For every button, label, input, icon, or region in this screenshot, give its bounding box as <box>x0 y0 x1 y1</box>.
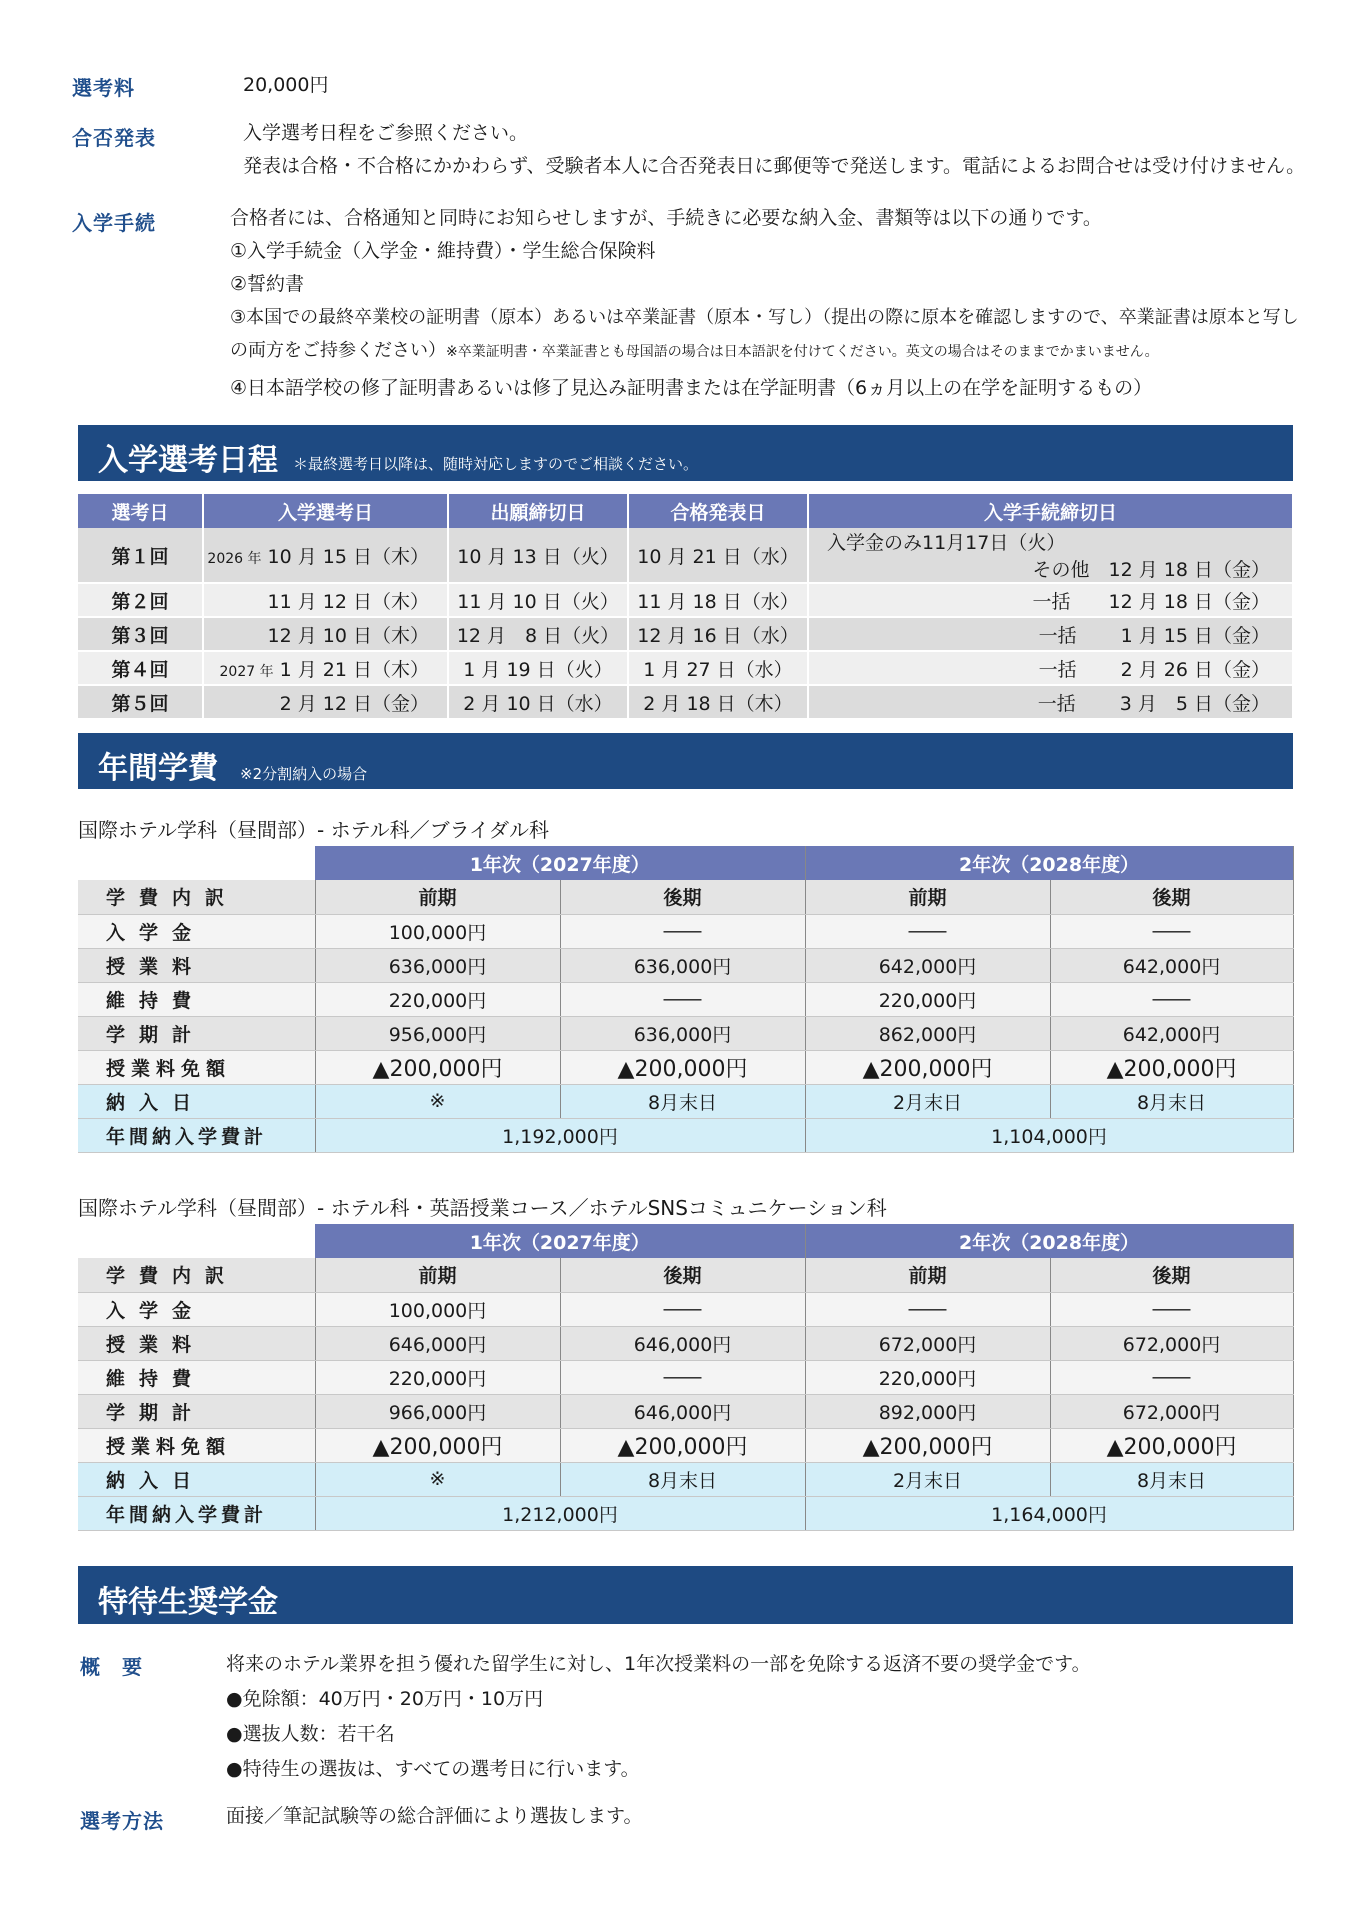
fee-cell: 8月末日 <box>1050 1462 1293 1496</box>
deadline-cell: 11 月 10 日（火） <box>448 583 628 617</box>
result-cell: 11 月 18 日（水） <box>628 583 808 617</box>
fee-table-1 <box>78 846 1294 1153</box>
schedule-band <box>78 425 1293 481</box>
fees-title: 年間学費 <box>98 751 218 786</box>
deadline-cell: 10 月 13 日（火） <box>448 528 628 583</box>
proc-note: ※卒業証明書・卒業証書とも母国語の場合は日本語訳を付けてください。英文の場合はそのままでかまいません。 <box>446 344 1159 360</box>
blank-cell <box>78 846 315 880</box>
schedule-header: 選考日 <box>78 494 203 528</box>
schedule-header: 出願締切日 <box>448 494 628 528</box>
fee-cell: ▲200,000円 <box>315 1428 560 1462</box>
fee-cell: 220,000円 <box>805 1360 1050 1394</box>
row-label: 維持費 <box>78 982 315 1016</box>
exam-date: 2 月 12 日（金） <box>279 692 429 715</box>
fee-cell: ―― <box>805 914 1050 948</box>
proc-line-2: ①入学手続金（入学金・維持費）・学生総合保険料 <box>230 240 656 262</box>
fee-cell: 220,000円 <box>315 982 560 1016</box>
fee-cell: ―― <box>1050 982 1293 1016</box>
result-cell: 10 月 21 日（水） <box>628 528 808 583</box>
overview-line-1: 将来のホテル業界を担う優れた留学生に対し、1年次授業料の一部を免除する返済不要の奨学金です。 <box>226 1653 1091 1675</box>
term-cell: 前期 <box>805 1258 1050 1292</box>
deadline-cell: 12 月 8 日（火） <box>448 617 628 651</box>
fee-row <box>78 1050 1293 1084</box>
fee-row <box>78 914 1293 948</box>
proc-cell <box>808 583 1293 617</box>
row-label: 納入日 <box>78 1084 315 1118</box>
row-label: 授業料 <box>78 1326 315 1360</box>
fee-cell: 2月末日 <box>805 1462 1050 1496</box>
fee-cell: ▲200,000円 <box>1050 1050 1293 1084</box>
term-cell: 後期 <box>1050 880 1293 914</box>
proc-line-5 <box>230 338 1159 365</box>
fee-cell: 646,000円 <box>560 1394 805 1428</box>
fee-cell: 100,000円 <box>315 1292 560 1326</box>
fee-cell: ―― <box>805 1292 1050 1326</box>
method-label: 選考方法 <box>80 1809 164 1833</box>
fee-row <box>78 1084 1293 1118</box>
breakdown-label: 学費内訳 <box>78 880 315 914</box>
row-label: 授業料免額 <box>78 1050 315 1084</box>
round-cell: 第３回 <box>78 617 203 651</box>
year-row <box>78 846 1293 880</box>
proc-line-5-text: の両方をご持参ください） <box>230 340 446 361</box>
total-year2: 1,104,000円 <box>805 1118 1293 1152</box>
term-cell: 前期 <box>315 1258 560 1292</box>
fee-cell: ▲200,000円 <box>805 1050 1050 1084</box>
fee-cell: 892,000円 <box>805 1394 1050 1428</box>
result-line-2: 発表は合格・不合格にかかわらず、受験者本人に合否発表日に郵便等で発送します。電話によるお問合せは受け付けません。 <box>243 155 1306 177</box>
blank-cell <box>78 1224 315 1258</box>
proc-line-1: 合格者には、合格通知と同時にお知らせしますが、手続きに必要な納入金、書類等は以下の通りです。 <box>230 207 1102 229</box>
proc-cell <box>808 651 1293 685</box>
fee-row <box>78 1326 1293 1360</box>
total-row <box>78 1118 1293 1152</box>
fee-cell: ▲200,000円 <box>560 1050 805 1084</box>
term-row <box>78 1258 1293 1292</box>
fee-cell: 636,000円 <box>560 948 805 982</box>
schedule-row <box>78 685 1293 719</box>
year-prefix: 2026 年 <box>207 550 262 567</box>
term-cell: 前期 <box>315 880 560 914</box>
fee-cell: 220,000円 <box>315 1360 560 1394</box>
year-prefix: 2027 年 <box>219 663 274 680</box>
row-label: 授業料 <box>78 948 315 982</box>
scholarship-band <box>78 1566 1293 1624</box>
exam-date: 11 月 12 日（木） <box>267 590 429 613</box>
fee-cell: ―― <box>1050 914 1293 948</box>
fee-cell: ▲200,000円 <box>1050 1428 1293 1462</box>
row-label: 入学金 <box>78 1292 315 1326</box>
round-cell: 第４回 <box>78 651 203 685</box>
result-label: 合否発表 <box>72 126 156 150</box>
fee-cell: 642,000円 <box>805 948 1050 982</box>
result-cell: 1 月 27 日（水） <box>628 651 808 685</box>
proc-a: 入学金のみ11月17日（火） <box>827 532 1066 554</box>
fee-row <box>78 1394 1293 1428</box>
fee-row <box>78 1428 1293 1462</box>
fee-cell: 8月末日 <box>560 1084 805 1118</box>
fee-cell: 862,000円 <box>805 1016 1050 1050</box>
proc-b: 一括 2 月 26 日（金） <box>1038 658 1270 681</box>
proc-b: 一括 12 月 18 日（金） <box>1032 590 1270 613</box>
exam-cell <box>203 651 448 685</box>
schedule-header: 入学手続締切日 <box>808 494 1293 528</box>
fee-table-2-caption: 国際ホテル学科（昼間部）- ホテル科・英語授業コース／ホテルSNSコミュニケーション科 <box>78 1196 887 1220</box>
exam-date: 1 月 21 日（木） <box>279 658 429 681</box>
proc-line-4: ③本国での最終卒業校の証明書（原本）あるいは卒業証書（原本・写し）（提出の際に原本を確認しますので、卒業証書は原本と写し <box>230 307 1299 328</box>
fee-cell: ▲200,000円 <box>805 1428 1050 1462</box>
result-cell: 2 月 18 日（木） <box>628 685 808 719</box>
fee-cell: 966,000円 <box>315 1394 560 1428</box>
fee-cell: 672,000円 <box>1050 1326 1293 1360</box>
fee-cell: 220,000円 <box>805 982 1050 1016</box>
exam-date: 10 月 15 日（木） <box>267 545 429 568</box>
fee-cell: ―― <box>560 1360 805 1394</box>
year2-header: 2年次（2028年度） <box>805 846 1293 880</box>
fee-cell: ※ <box>315 1084 560 1118</box>
proc-line-3: ②誓約書 <box>230 273 305 295</box>
fee-cell: 636,000円 <box>315 948 560 982</box>
fee-label: 選考料 <box>72 76 135 100</box>
exam-date: 12 月 10 日（木） <box>267 624 429 647</box>
fee-cell: ―― <box>560 982 805 1016</box>
total-row <box>78 1496 1293 1530</box>
fee-cell: 642,000円 <box>1050 1016 1293 1050</box>
fee-cell: 2月末日 <box>805 1084 1050 1118</box>
round-cell: 第１回 <box>78 528 203 583</box>
row-label: 納入日 <box>78 1462 315 1496</box>
term-cell: 前期 <box>805 880 1050 914</box>
fee-cell: ▲200,000円 <box>560 1428 805 1462</box>
exam-cell <box>203 617 448 651</box>
proc-b: その他 12 月 18 日（金） <box>1032 559 1270 581</box>
term-cell: 後期 <box>1050 1258 1293 1292</box>
row-label: 学期計 <box>78 1394 315 1428</box>
fee-row <box>78 1016 1293 1050</box>
fee-cell: ▲200,000円 <box>315 1050 560 1084</box>
schedule-row <box>78 583 1293 617</box>
fee-cell: ―― <box>1050 1292 1293 1326</box>
fee-cell: ※ <box>315 1462 560 1496</box>
fee-row <box>78 1292 1293 1326</box>
fee-cell: 672,000円 <box>805 1326 1050 1360</box>
scholarship-title: 特待生奨学金 <box>98 1585 278 1620</box>
proc-cell <box>808 528 1293 583</box>
term-row <box>78 880 1293 914</box>
result-cell: 12 月 16 日（水） <box>628 617 808 651</box>
fee-cell: 642,000円 <box>1050 948 1293 982</box>
proc-b: 一括 1 月 15 日（金） <box>1038 624 1270 647</box>
fees-note: ※2分割納入の場合 <box>240 765 368 783</box>
fee-cell: 8月末日 <box>1050 1084 1293 1118</box>
total-year1: 1,192,000円 <box>315 1118 805 1152</box>
fee-row <box>78 982 1293 1016</box>
fees-band <box>78 733 1293 789</box>
schedule-table <box>78 494 1294 720</box>
proc-cell <box>808 617 1293 651</box>
schedule-note: ＊最終選考日以降は、随時対応しますのでご相談ください。 <box>293 455 699 473</box>
fee-cell: 100,000円 <box>315 914 560 948</box>
deadline-cell: 1 月 19 日（火） <box>448 651 628 685</box>
year1-header: 1年次（2027年度） <box>315 846 805 880</box>
term-cell: 後期 <box>560 1258 805 1292</box>
fee-row <box>78 1360 1293 1394</box>
year2-header: 2年次（2028年度） <box>805 1224 1293 1258</box>
deadline-cell: 2 月 10 日（水） <box>448 685 628 719</box>
proc-cell <box>808 685 1293 719</box>
row-label: 維持費 <box>78 1360 315 1394</box>
year1-header: 1年次（2027年度） <box>315 1224 805 1258</box>
proc-label: 入学手続 <box>72 211 156 235</box>
row-label: 入学金 <box>78 914 315 948</box>
fee-cell: 636,000円 <box>560 1016 805 1050</box>
schedule-title: 入学選考日程 <box>98 443 278 478</box>
schedule-header-row <box>78 494 1293 528</box>
schedule-header: 入学選考日 <box>203 494 448 528</box>
fee-cell: ―― <box>1050 1360 1293 1394</box>
total-year2: 1,164,000円 <box>805 1496 1293 1530</box>
method-text: 面接／筆記試験等の総合評価により選抜します。 <box>226 1805 643 1827</box>
row-label: 学期計 <box>78 1016 315 1050</box>
fee-cell: 8月末日 <box>560 1462 805 1496</box>
total-label: 年間納入学費計 <box>78 1496 315 1530</box>
schedule-row <box>78 617 1293 651</box>
fee-cell: ―― <box>560 914 805 948</box>
exam-cell <box>203 583 448 617</box>
total-label: 年間納入学費計 <box>78 1118 315 1152</box>
round-cell: 第５回 <box>78 685 203 719</box>
row-label: 授業料免額 <box>78 1428 315 1462</box>
total-year1: 1,212,000円 <box>315 1496 805 1530</box>
schedule-header: 合格発表日 <box>628 494 808 528</box>
overview-line-2: ●免除額：40万円・20万円・10万円 <box>226 1688 544 1710</box>
result-line-1: 入学選考日程をご参照ください。 <box>243 122 529 144</box>
breakdown-label: 学費内訳 <box>78 1258 315 1292</box>
fee-cell: 672,000円 <box>1050 1394 1293 1428</box>
proc-b: 一括 3 月 5 日（金） <box>1037 692 1270 715</box>
overview-label: 概 要 <box>80 1655 143 1679</box>
fee-row <box>78 1462 1293 1496</box>
exam-cell <box>203 685 448 719</box>
proc-line-6: ④日本語学校の修了証明書あるいは修了見込み証明書または在学証明書（6ヵ月以上の在学を証明するもの） <box>230 377 1153 399</box>
fee-table-2 <box>78 1224 1294 1531</box>
fee-cell: ―― <box>560 1292 805 1326</box>
fee-cell: 646,000円 <box>560 1326 805 1360</box>
overview-line-4: ●特待生の選抜は、すべての選考日に行います。 <box>226 1758 640 1780</box>
overview-line-3: ●選抜人数：若干名 <box>226 1723 395 1745</box>
fee-value: 20,000円 <box>243 74 329 96</box>
fee-cell: 956,000円 <box>315 1016 560 1050</box>
exam-cell <box>203 528 448 583</box>
term-cell: 後期 <box>560 880 805 914</box>
round-cell: 第２回 <box>78 583 203 617</box>
fee-table-1-caption: 国際ホテル学科（昼間部）- ホテル科／ブライダル科 <box>78 818 549 842</box>
schedule-row <box>78 528 1293 583</box>
schedule-row <box>78 651 1293 685</box>
year-row <box>78 1224 1293 1258</box>
fee-row <box>78 948 1293 982</box>
fee-cell: 646,000円 <box>315 1326 560 1360</box>
